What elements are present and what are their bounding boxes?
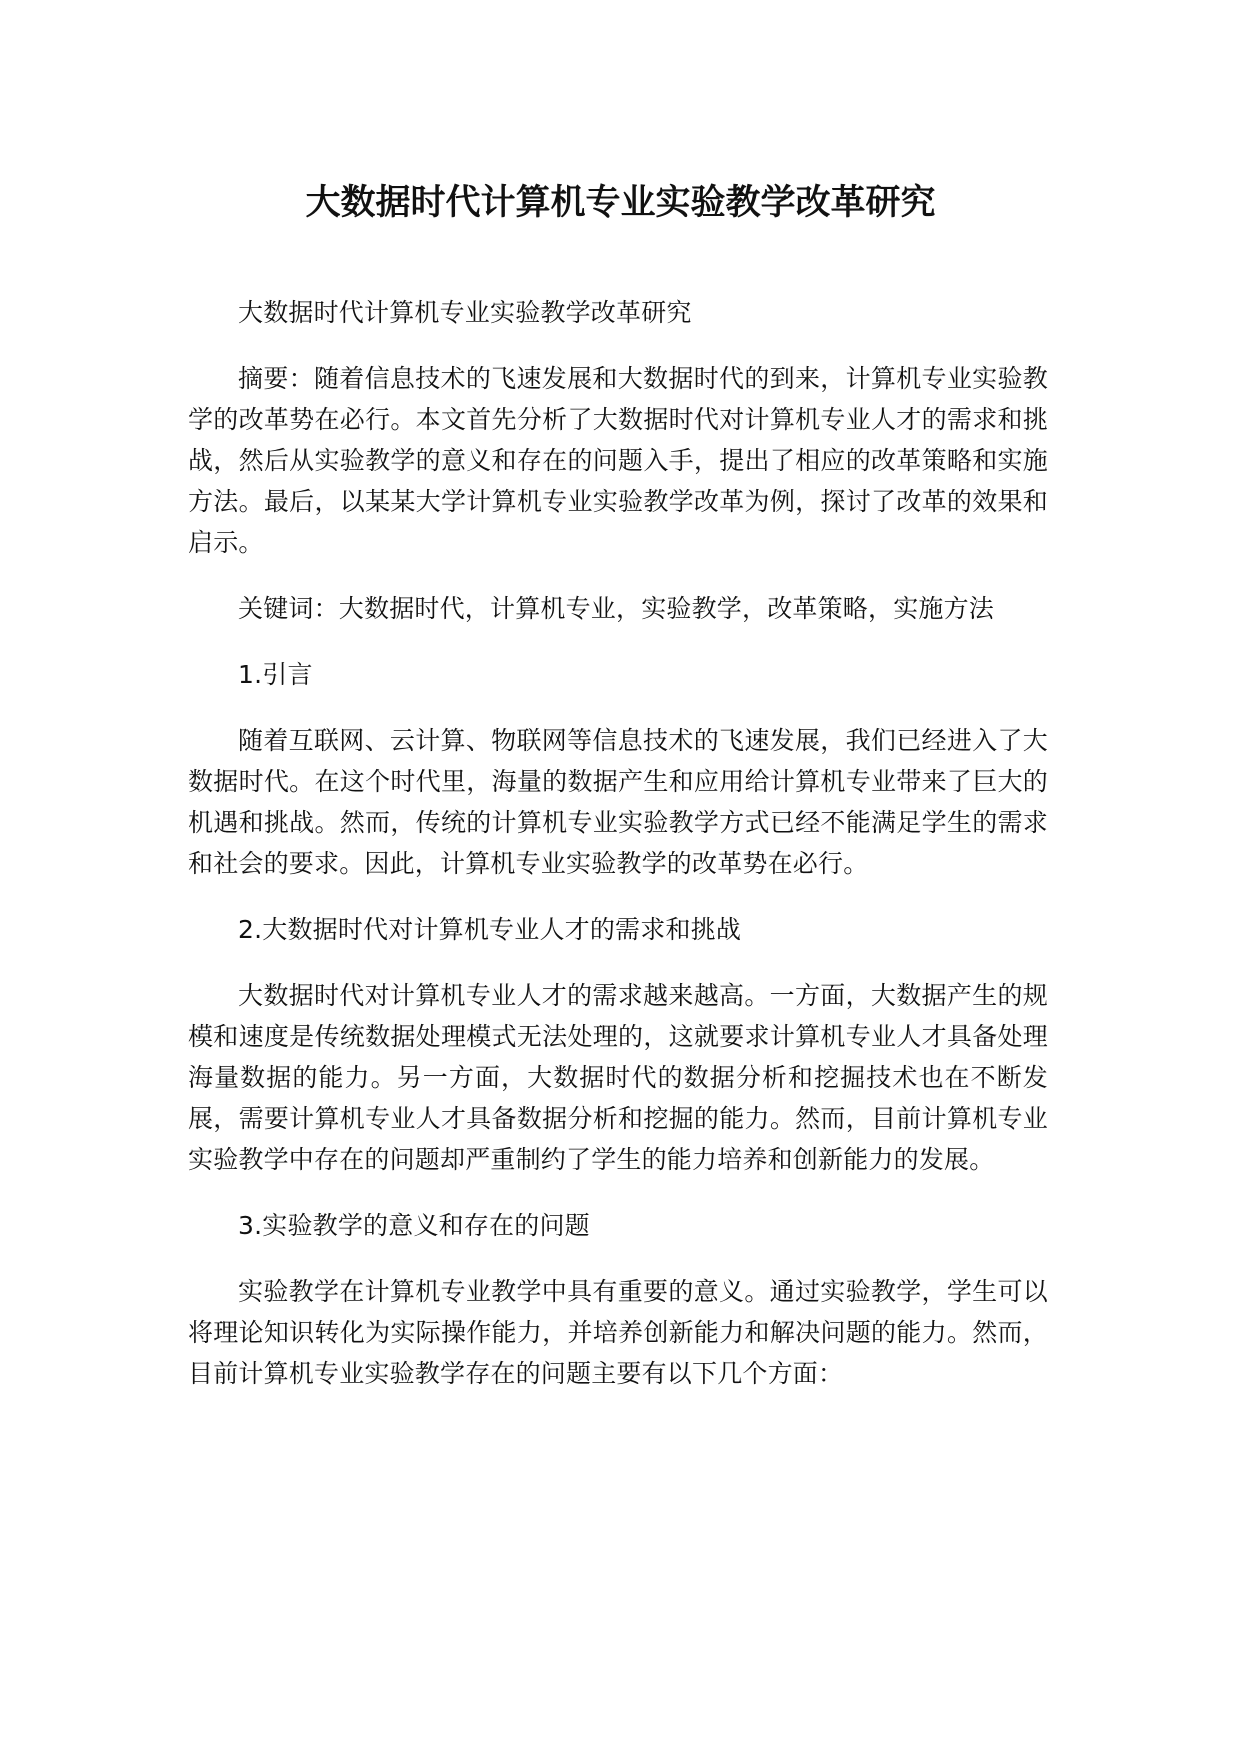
demand-paragraph: 大数据时代对计算机专业人才的需求越来越高。一方面，大数据产生的规模和速度是传统数据处理模式无法处理的，这就要求计算机专业人才具备处理海量数据的能力。另一方面，大数据时代的数据分析和挖掘技术也在不断发展，需要计算机专业人才具备数据分析和挖掘的能力。然而，目前计算机专业实验教学中存在的问题却严重制约了学生的能力培养和创新能力的发展。 bbox=[188, 981, 1048, 1174]
section-heading-significance: 3.实验教学的意义和存在的问题 bbox=[238, 1211, 590, 1240]
document-title: 大数据时代计算机专业实验教学改革研究 bbox=[305, 183, 936, 223]
significance-paragraph: 实验教学在计算机专业教学中具有重要的意义。通过实验教学，学生可以将理论知识转化为实际操作能力，并培养创新能力和解决问题的能力。然而，目前计算机专业实验教学存在的问题主要有以下几个方面： bbox=[188, 1277, 1048, 1388]
subtitle-paragraph: 大数据时代计算机专业实验教学改革研究 bbox=[238, 298, 692, 327]
keywords-paragraph: 关键词：大数据时代，计算机专业，实验教学，改革策略，实施方法 bbox=[238, 594, 995, 623]
document-body bbox=[188, 292, 1048, 1419]
section-heading-introduction: 1.引言 bbox=[238, 660, 313, 689]
abstract-paragraph: 摘要：随着信息技术的飞速发展和大数据时代的到来，计算机专业实验教学的改革势在必行。本文首先分析了大数据时代对计算机专业人才的需求和挑战，然后从实验教学的意义和存在的问题入手，提出了相应的改革策略和实施方法。最后，以某某大学计算机专业实验教学改革为例，探讨了改革的效果和启示。 bbox=[188, 364, 1048, 557]
section-heading-demand: 2.大数据时代对计算机专业人才的需求和挑战 bbox=[238, 915, 742, 944]
introduction-paragraph: 随着互联网、云计算、物联网等信息技术的飞速发展，我们已经进入了大数据时代。在这个时代里，海量的数据产生和应用给计算机专业带来了巨大的机遇和挑战。然而，传统的计算机专业实验教学方式已经不能满足学生的需求和社会的要求。因此，计算机专业实验教学的改革势在必行。 bbox=[188, 726, 1048, 878]
